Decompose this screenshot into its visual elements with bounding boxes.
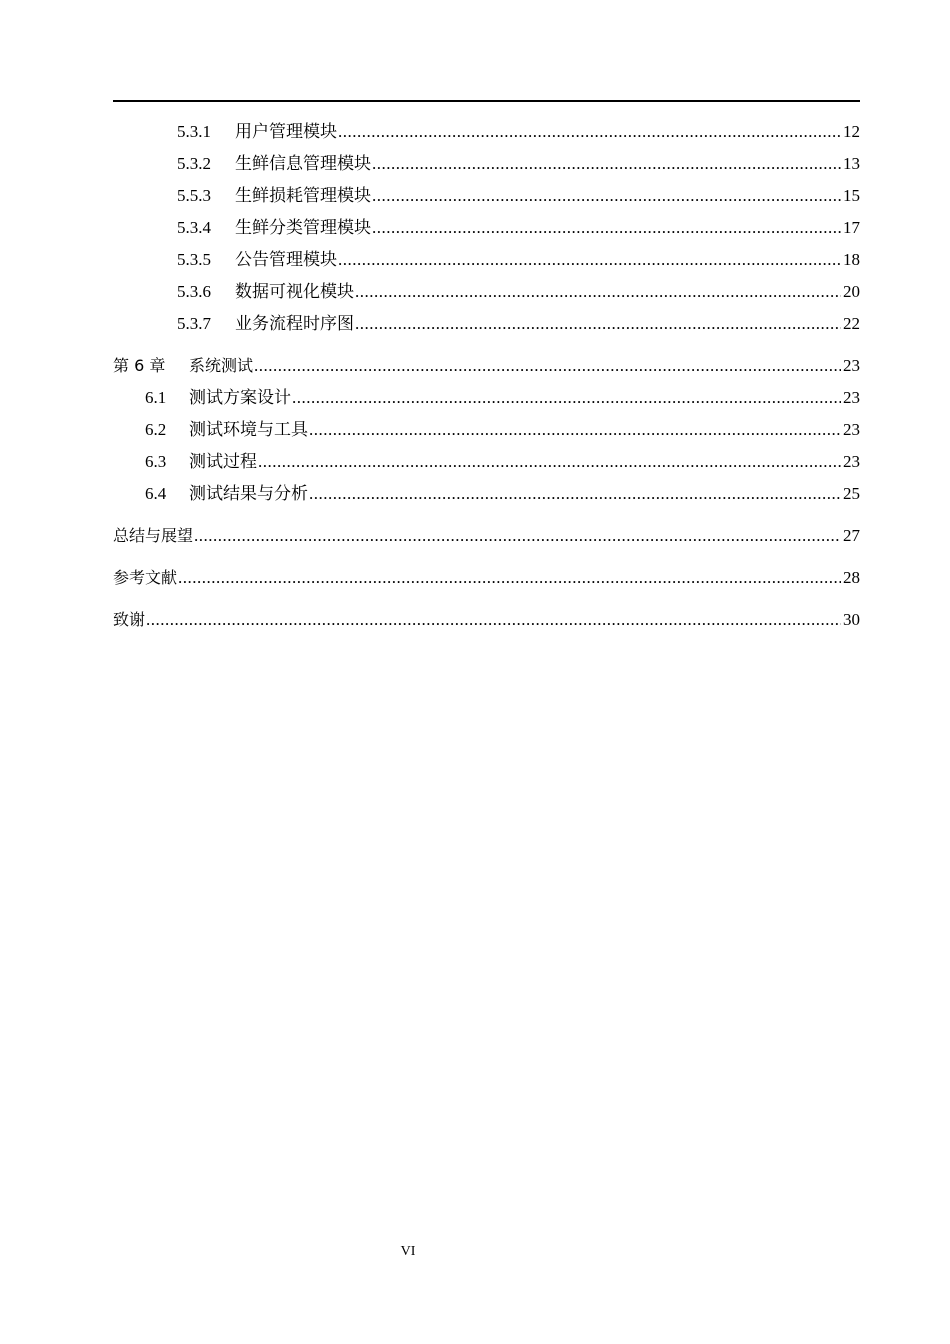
dot-leader — [372, 212, 841, 244]
toc-entry-5-3-6[interactable] — [113, 276, 860, 308]
dot-leader — [292, 382, 841, 414]
toc-entry-page: 23 — [843, 420, 860, 439]
toc-entry-number: 6.3 — [145, 452, 167, 471]
dot-leader — [309, 478, 841, 510]
toc-entry-page: 30 — [843, 610, 860, 629]
toc-entry-6-4[interactable] — [113, 478, 860, 510]
toc-entry-title: 总结与展望 — [113, 526, 194, 545]
toc-entry-title: 致谢 — [113, 610, 146, 629]
toc-entry-page: 17 — [843, 218, 860, 237]
toc-entry-title: 参考文献 — [113, 568, 178, 587]
toc-entry-number: 6.2 — [145, 420, 167, 439]
dot-leader — [338, 244, 841, 276]
toc-entry-page: 25 — [843, 484, 860, 503]
toc-entry-page: 15 — [843, 186, 860, 205]
toc-entry-title: 系统测试 — [189, 356, 254, 375]
dot-leader — [355, 308, 841, 340]
toc-entry-summary[interactable] — [113, 520, 860, 552]
toc-entry-title: 生鲜损耗管理模块 — [235, 186, 371, 205]
toc-entry-6-3[interactable] — [113, 446, 860, 478]
toc-entry-page: 12 — [843, 122, 860, 141]
toc-entry-title: 生鲜信息管理模块 — [235, 154, 371, 173]
toc-entry-5-3-7[interactable] — [113, 308, 860, 340]
toc-entry-page: 13 — [843, 154, 860, 173]
toc-entry-title: 数据可视化模块 — [235, 282, 354, 301]
dot-leader — [254, 350, 841, 382]
dot-leader — [146, 604, 841, 636]
toc-entry-number: 5.3.6 — [177, 282, 211, 301]
table-of-contents — [113, 116, 860, 636]
toc-entry-page: 18 — [843, 250, 860, 269]
dot-leader — [178, 562, 841, 594]
toc-entry-number: 5.5.3 — [177, 186, 211, 205]
dot-leader — [372, 148, 841, 180]
toc-entry-number: 6.1 — [145, 388, 167, 407]
toc-entry-5-3-1[interactable] — [113, 116, 860, 148]
toc-entry-number: 5.3.2 — [177, 154, 211, 173]
toc-entry-5-3-2[interactable] — [113, 148, 860, 180]
toc-entry-number: 5.3.5 — [177, 250, 211, 269]
toc-entry-acknowledgements[interactable] — [113, 604, 860, 636]
toc-entry-title: 测试方案设计 — [189, 388, 291, 407]
toc-entry-title: 公告管理模块 — [235, 250, 337, 269]
toc-entry-5-5-3[interactable] — [113, 180, 860, 212]
toc-entry-6-2[interactable] — [113, 414, 860, 446]
toc-entry-title: 测试结果与分析 — [189, 484, 308, 503]
toc-entry-title: 业务流程时序图 — [235, 314, 354, 333]
toc-entry-number: 6.4 — [145, 484, 167, 503]
dot-leader — [258, 446, 841, 478]
dot-leader — [372, 180, 841, 212]
toc-entry-title: 用户管理模块 — [235, 122, 337, 141]
dot-leader — [194, 520, 841, 552]
toc-entry-title: 生鲜分类管理模块 — [235, 218, 371, 237]
toc-entry-page: 28 — [843, 568, 860, 587]
toc-entry-page: 27 — [843, 526, 860, 545]
toc-entry-number: 5.3.4 — [177, 218, 211, 237]
toc-entry-page: 23 — [843, 356, 860, 375]
toc-entry-6-1[interactable] — [113, 382, 860, 414]
toc-entry-page: 20 — [843, 282, 860, 301]
page-number: VI — [400, 1244, 416, 1259]
toc-entry-number: 5.3.7 — [177, 314, 211, 333]
header-rule — [113, 100, 860, 102]
toc-entry-chapter-6[interactable] — [113, 350, 860, 382]
toc-entry-number: 第 6 章 — [113, 356, 166, 375]
dot-leader — [309, 414, 841, 446]
toc-entry-title: 测试环境与工具 — [189, 420, 308, 439]
toc-entry-page: 22 — [843, 314, 860, 333]
toc-entry-5-3-4[interactable] — [113, 212, 860, 244]
toc-entry-number: 5.3.1 — [177, 122, 211, 141]
toc-entry-references[interactable] — [113, 562, 860, 594]
toc-entry-title: 测试过程 — [189, 452, 257, 471]
toc-entry-5-3-5[interactable] — [113, 244, 860, 276]
dot-leader — [338, 116, 841, 148]
toc-entry-page: 23 — [843, 452, 860, 471]
toc-entry-page: 23 — [843, 388, 860, 407]
dot-leader — [355, 276, 841, 308]
